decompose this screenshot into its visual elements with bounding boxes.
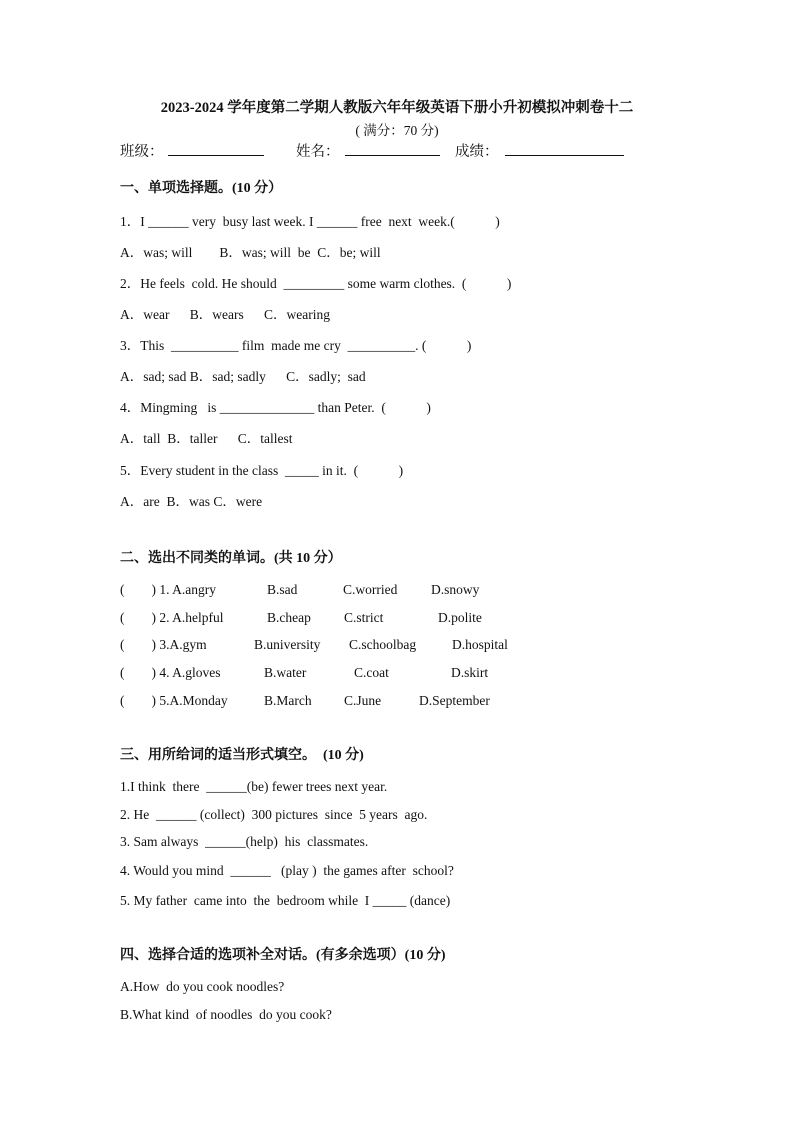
word-option: B.cheap (267, 610, 311, 625)
name-label: 姓名： (296, 144, 340, 160)
question-line: 3．This __________ film made me cry __________. ( ) (120, 338, 472, 353)
word-option: B.university (254, 637, 321, 652)
word-option: C.schoolbag (349, 637, 417, 652)
fill-in-line: 2. He ______ (collect) 300 pictures since 5 years ago. (120, 807, 428, 822)
word-option: C.June (344, 693, 382, 708)
word-question: ( ) 3.A.gym (120, 637, 207, 652)
dialogue-option: B.What kind of noodles do you cook? (120, 1007, 332, 1022)
question-line: 4．Mingming is ______________ than Peter. ( ) (120, 400, 431, 415)
options-line: A．was; will B．was; will be C．be; will (120, 245, 381, 260)
options-line: A．tall B．taller C．tallest (120, 431, 293, 446)
word-option: B.water (264, 665, 307, 680)
class-label: 班级： (120, 144, 164, 160)
fill-in-line: 5. My father came into the bedroom while I _____ (dance) (120, 893, 451, 908)
score-label: 成绩： (455, 144, 499, 160)
word-option: C.worried (343, 582, 398, 597)
word-option: C.strict (344, 610, 384, 625)
word-question: ( ) 2. A.helpful (120, 610, 224, 625)
options-line: A．sad; sad B．sad; sadly C．sadly; sad (120, 369, 366, 384)
dialogue-option: A.How do you cook noodles? (120, 979, 285, 994)
question-line: 5．Every student in the class _____ in it. ( ) (120, 463, 404, 478)
word-option: D.hospital (452, 637, 508, 652)
word-option: D.skirt (451, 665, 489, 680)
word-option: B.March (264, 693, 312, 708)
section4-heading: 四、选择合适的选项补全对话。(有多余选项）(10 分) (120, 948, 446, 963)
word-question: ( ) 5.A.Monday (120, 693, 228, 708)
options-line: A．are B．was C．were (120, 494, 263, 509)
full-score: ( 满分：70 分) (355, 123, 439, 138)
fill-in-line: 4. Would you mind ______ (play ) the games after school? (120, 863, 454, 878)
score-field[interactable] (505, 155, 624, 156)
word-option: D.snowy (431, 582, 480, 597)
word-option: C.coat (354, 665, 389, 680)
word-option: D.September (419, 693, 490, 708)
page-title: 2023-2024 学年度第二学期人教版六年年级英语下册小升初模拟冲刺卷十二 (160, 100, 634, 116)
question-line: 1．I ______ very busy last week. I ______ free next week.( ) (120, 214, 500, 229)
name-field[interactable] (345, 155, 440, 156)
options-line: A．wear B．wears C．wearing (120, 307, 330, 322)
question-line: 2．He feels cold. He should _________ some warm clothes. ( ) (120, 276, 512, 291)
class-field[interactable] (168, 155, 264, 156)
word-question: ( ) 1. A.angry (120, 582, 216, 597)
word-question: ( ) 4. A.gloves (120, 665, 221, 680)
section2-heading: 二、选出不同类的单词。(共 10 分） (120, 551, 342, 566)
fill-in-line: 3. Sam always ______(help) his classmates. (120, 834, 369, 849)
fill-in-line: 1.I think there ______(be) fewer trees next year. (120, 779, 388, 794)
word-option: D.polite (438, 610, 482, 625)
word-option: B.sad (267, 582, 298, 597)
section1-heading: 一、单项选择题。(10 分） (120, 181, 283, 196)
section3-heading: 三、用所给词的适当形式填空。 (10 分) (120, 748, 364, 763)
